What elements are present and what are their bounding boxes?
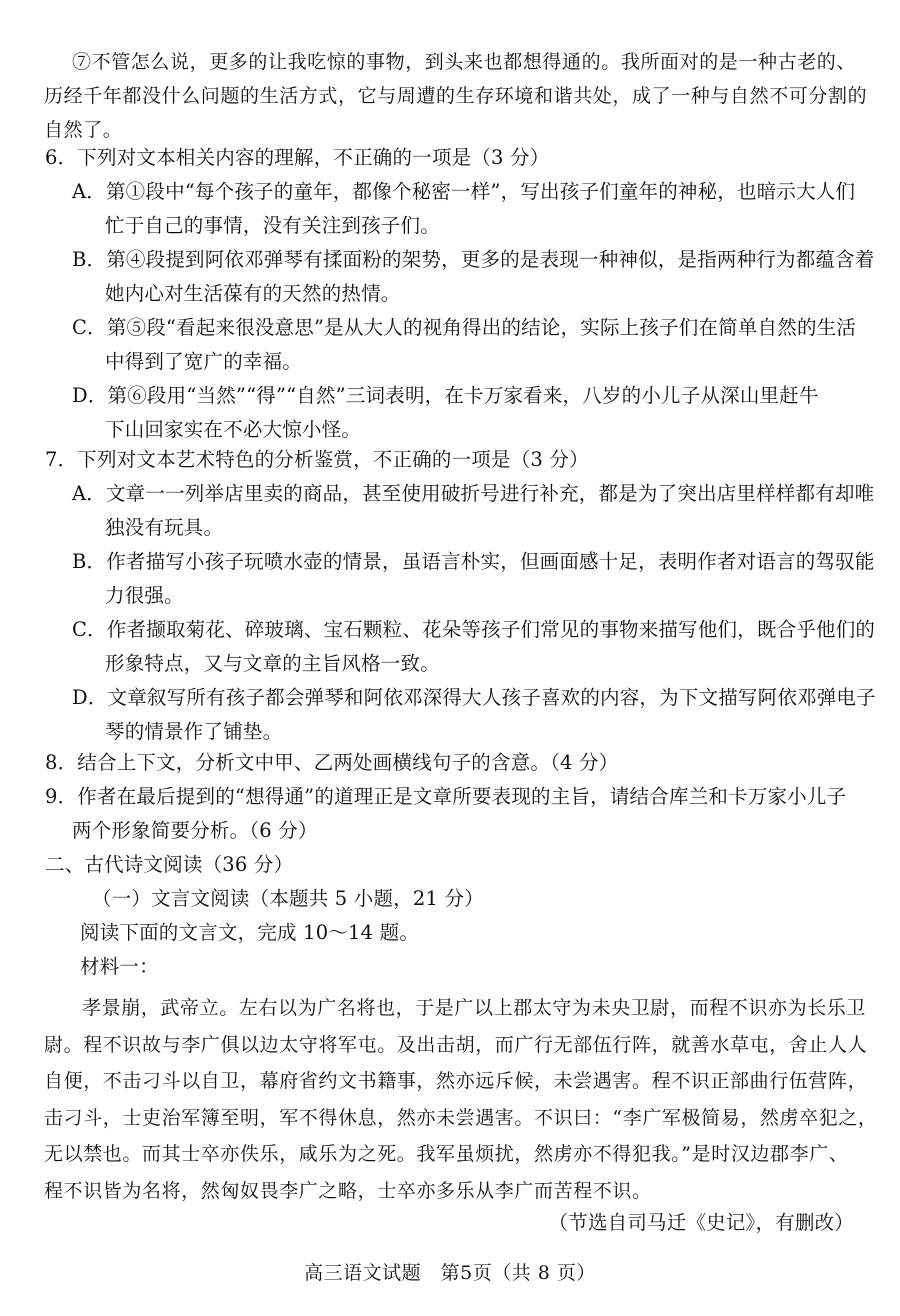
question-6-option-d-cont: 下山回家实在不必大惊小怪。 bbox=[105, 418, 362, 441]
section-2-heading: 二、古代诗文阅读（36 分） bbox=[45, 853, 294, 876]
question-8 bbox=[0, 746, 900, 780]
section-2-instruction: 阅读下面的文言文，完成 10～14 题。 bbox=[80, 921, 420, 944]
material-line: 自便，不击刁斗以自卫，幕府省约文书籍事，然亦远斥候，未尝遇害。程不识正部曲行伍营阵， bbox=[44, 1070, 868, 1092]
page-footer: 高三语文试题 第5页（共 8 页） bbox=[304, 1262, 596, 1284]
question-7-option-d-cont: 琴的情景作了铺垫。 bbox=[105, 720, 283, 743]
passage-paragraph-7 bbox=[0, 45, 900, 147]
material-line: 孝景崩，武帝立。左右以为广名将也，于是广以上郡太守为未央卫尉，而程不识亦为长乐卫 bbox=[82, 997, 867, 1019]
material-one-text bbox=[0, 990, 900, 1209]
question-7-option-a-cont: 独没有玩具。 bbox=[105, 516, 224, 539]
question-6-option-b: B．第④段提到阿依邓弹琴有揉面粉的架势，更多的是表现一种神似，是指两种行为都蕴含着 bbox=[72, 248, 875, 271]
question-7-option-d: D．文章叙写所有孩子都会弹琴和阿依邓深得大人孩子喜欢的内容，为下文描写阿依邓弹电子 bbox=[72, 686, 876, 709]
question-7 bbox=[0, 443, 900, 749]
question-6-option-b-cont: 她内心对生活葆有的天然的热情。 bbox=[105, 282, 401, 305]
material-source bbox=[0, 1206, 900, 1240]
question-7-stem: 7．下列对文本艺术特色的分析鉴赏，不正确的一项是（3 分） bbox=[45, 448, 589, 471]
passage-line: 自然了。 bbox=[44, 119, 123, 141]
passage-line: ⑦不管怎么说，更多的让我吃惊的事物，到头来也都想得通的。我所面对的是一种古老的、 bbox=[72, 51, 857, 73]
material-line: 尉。程不识故与李广俱以边太守将军屯。及出击胡，而广行无部伍行阵，就善水草屯，舍止人人 bbox=[44, 1033, 868, 1056]
question-6-option-c: C．第⑤段“看起来很没意思”是从大人的视角得出的结论，实际上孩子们在简单自然的生活 bbox=[72, 316, 857, 339]
question-8-stem: 8．结合上下文，分析文中甲、乙两处画横线句子的含意。（4 分） bbox=[45, 751, 619, 774]
question-6-option-d: D．第⑥段用“当然”“得”“自然”三词表明，在卡万家看来，八岁的小儿子从深山里赶牛 bbox=[72, 384, 819, 407]
question-6-stem: 6．下列对文本相关内容的理解，不正确的一项是（3 分） bbox=[45, 146, 550, 169]
passage-line: 历经千年都没什么问题的生活方式，它与周遭的生存环境和谐共处，成了一种与自然不可分割的 bbox=[44, 85, 868, 107]
material-line: 无以禁也。而其士卒亦佚乐，咸乐为之死。我军虽烦扰，然虏亦不得犯我。”是时汉边郡李广、 bbox=[44, 1143, 849, 1165]
material-source-text: （节选自司马迁《史记》，有删改） bbox=[548, 1211, 854, 1234]
question-9-stem: 9．作者在最后提到的“想得通”的道理正是文章所要表现的主旨，请结合库兰和卡万家小儿子 bbox=[45, 785, 847, 808]
section-2 bbox=[0, 848, 900, 984]
question-6-option-c-cont: 中得到了宽广的幸福。 bbox=[105, 350, 303, 373]
question-7-option-c: C．作者撷取菊花、碎玻璃、宝石颗粒、花朵等孩子们常见的事物来描写他们，既合乎他们的 bbox=[72, 618, 876, 641]
question-9 bbox=[0, 780, 900, 848]
question-7-option-c-cont: 形象特点，又与文章的主旨风格一致。 bbox=[105, 652, 440, 675]
question-7-option-b: B．作者描写小孩子玩喷水壶的情景，虽语言朴实，但画面感十足，表明作者对语言的驾驭能 bbox=[72, 550, 875, 573]
question-7-option-b-cont: 力很强。 bbox=[105, 584, 184, 607]
question-6-option-a-cont: 忙于自己的事情，没有关注到孩子们。 bbox=[105, 214, 440, 237]
question-7-option-a: A．文章一一列举店里卖的商品，甚至使用破折号进行补充，都是为了突出店里样样都有却唯 bbox=[72, 482, 875, 505]
question-6-option-a: A．第①段中“每个孩子的童年，都像个秘密一样”，写出孩子们童年的神秘，也暗示大人们 bbox=[72, 180, 856, 203]
question-6 bbox=[0, 141, 900, 447]
question-9-stem-cont: 两个形象简要分析。（6 分） bbox=[72, 819, 318, 842]
material-line: 击刁斗，士吏治军簿至明，军不得休息，然亦未尝遇害。不识曰：“李广军极简易，然虏卒犯之， bbox=[44, 1106, 878, 1129]
section-2-subheading: （一）文言文阅读（本题共 5 小题，21 分） bbox=[92, 887, 484, 910]
material-line: 程不识皆为名将，然匈奴畏李广之略，士卒亦多乐从李广而苦程不识。 bbox=[44, 1179, 652, 1202]
material-label: 材料一： bbox=[80, 955, 159, 978]
